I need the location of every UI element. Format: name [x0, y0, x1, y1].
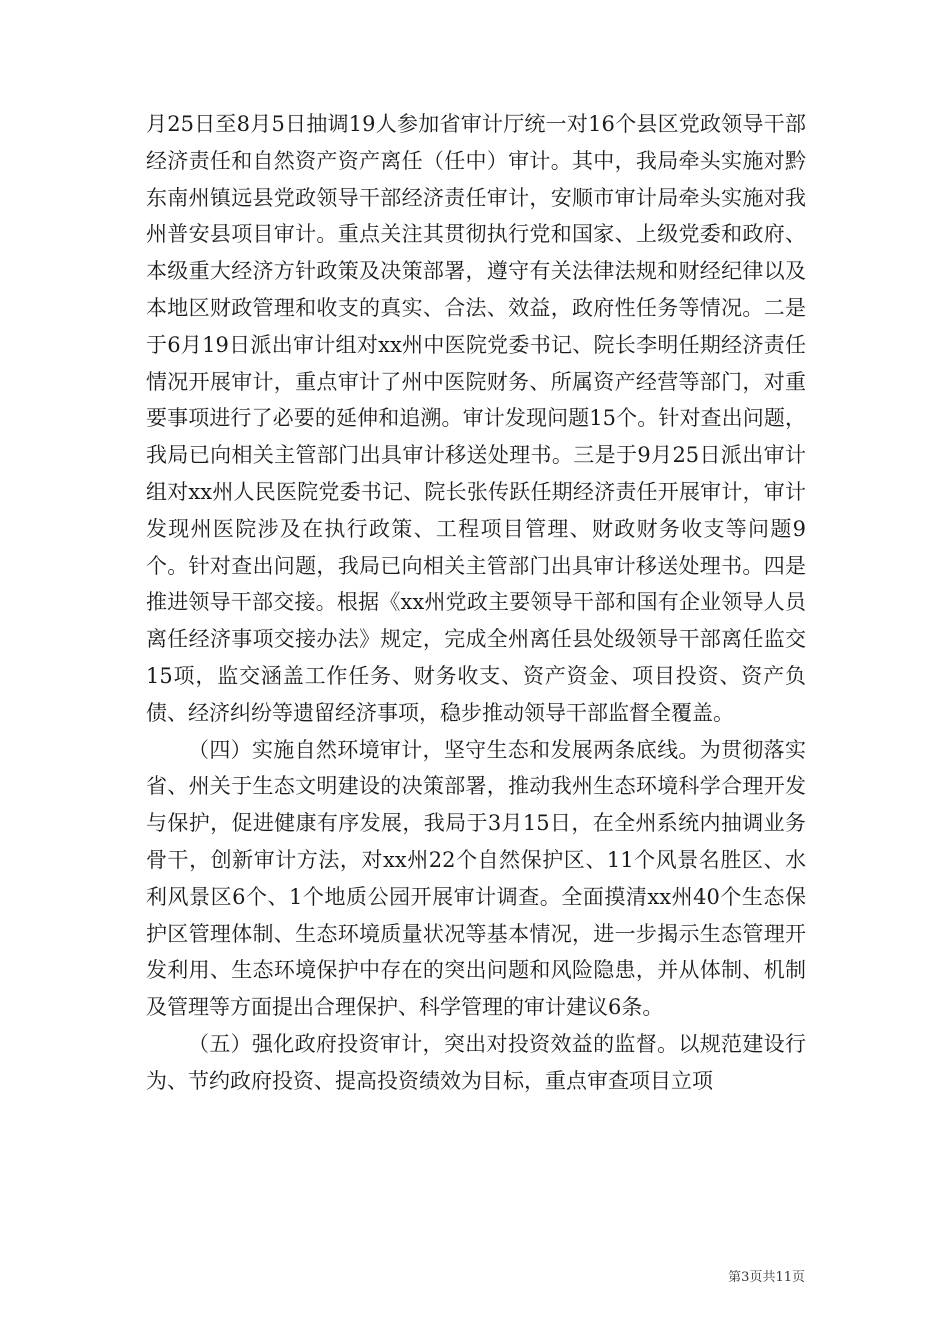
paragraph-continued: 月25日至8月5日抽调19人参加省审计厅统一对16个县区党政领导干部经济责任和自然资产资产离任（任中）审计。其中，我局牵头实施对黔东南州镇远县党政领导干部经济责任审计，安顺市审计局牵头实施对我州普安县项目审计。重点关注其贯彻执行党和国家、上级党委和政府、本级重大经济方针政策及决策部署，遵守有关法律法规和财经纪律以及本地区财政管理和收支的真实、合法、效益，政府性任务等情况。二是于6月19日派出审计组对xx州中医院党委书记、院长李明任期经济责任情况开展审计，重点审计了州中医院财务、所属资产经营等部门，对重要事项进行了必要的延伸和追溯。审计发现问题15个。针对查出问题，我局已向相关主管部门出具审计移送处理书。三是于9月25日派出审计组对xx州人民医院党委书记、院长张传跃任期经济责任开展审计，审计发现州医院涉及在执行政策、工程项目管理、财政财务收支等问题9个。针对查出问题，我局已向相关主管部门出具审计移送处理书。四是推进领导干部交接。根据《xx州党政主要领导干部和国有企业领导人员离任经济事项交接办法》规定，完成全州离任县处级领导干部离任监交15项，监交涵盖工作任务、财务收支、资产资金、项目投资、资产负债、经济纠纷等遗留经济事项，稳步推动领导干部监督全覆盖。 [146, 112, 806, 725]
paragraph-section-5: （五）强化政府投资审计，突出对投资效益的监督。以规范建设行为、节约政府投资、提高投资绩效为目标，重点审查项目立项 [146, 1031, 806, 1093]
page-number: 第3页共11页 [728, 1270, 805, 1285]
document-body [146, 106, 806, 1100]
paragraph-section-4: （四）实施自然环境审计，坚守生态和发展两条底线。为贯彻落实省、州关于生态文明建设的决策部署，推动我州生态环境科学合理开发与保护，促进健康有序发展，我局于3月15日，在全州系统内抽调业务骨干，创新审计方法，对xx州22个自然保护区、11个风景名胜区、水利风景区6个、1个地质公园开展审计调查。全面摸清xx州40个生态保护区管理体制、生态环境质量状况等基本情况，进一步揭示生态管理开发利用、生态环境保护中存在的突出问题和风险隐患，并从体制、机制及管理等方面提出合理保护、科学管理的审计建议6条。 [146, 737, 806, 1020]
